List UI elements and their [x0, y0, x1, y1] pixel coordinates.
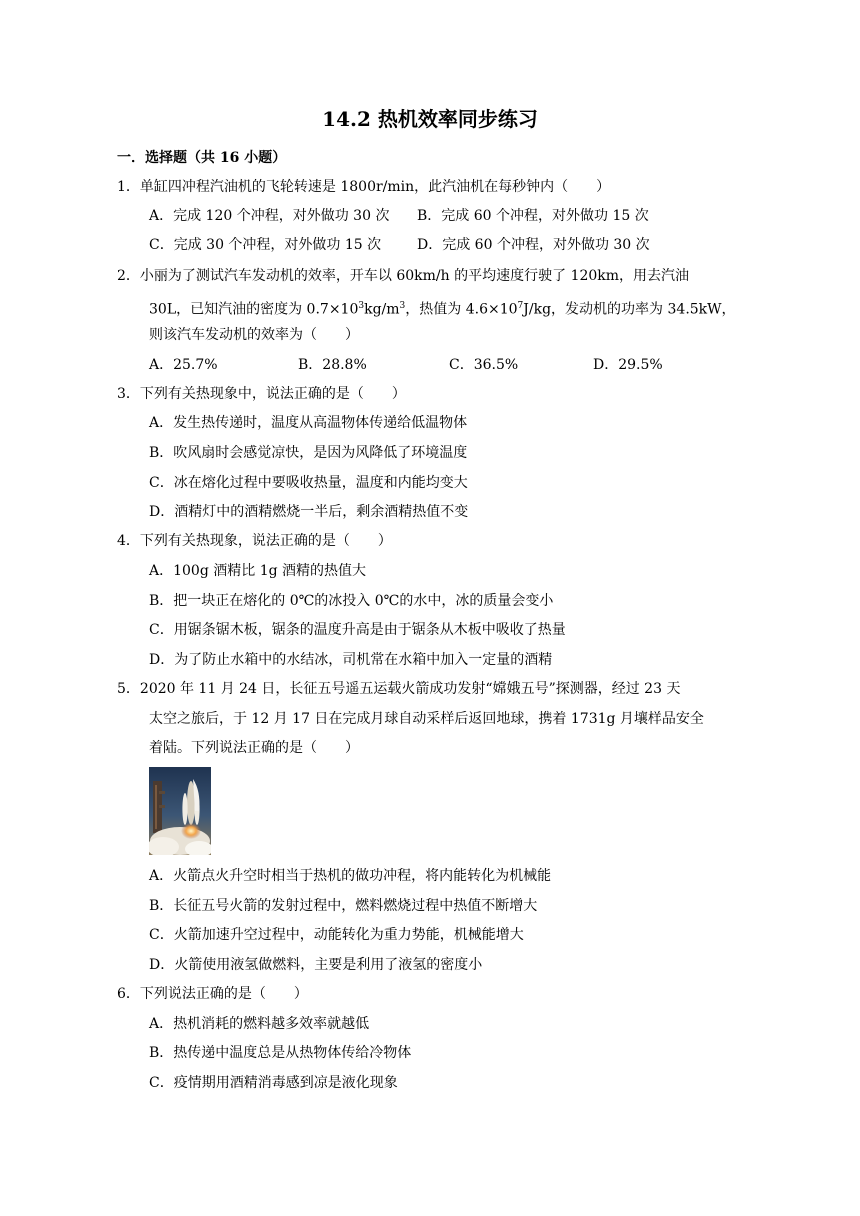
section-heading: 一．选择题（共 16 小题）	[117, 150, 287, 166]
question-2-line-2	[149, 296, 736, 320]
question-4-stem: 4．下列有关热现象，说法正确的是（ ）	[117, 533, 392, 549]
question-5-line-3: 着陆。下列说法正确的是（ ）	[149, 740, 359, 756]
question-2-option-a: A．25.7%	[149, 357, 218, 373]
question-2-text-a: 30L，已知汽油的密度为 0.7×10	[149, 301, 359, 318]
question-1-option-b: B．完成 60 个冲程，对外做功 15 次	[417, 208, 649, 224]
question-6-stem: 6．下列说法正确的是（ ）	[117, 986, 308, 1002]
question-4-option-a: A．100g 酒精比 1g 酒精的热值大	[149, 563, 367, 579]
page-title: 14.2 热机效率同步练习	[322, 107, 538, 131]
question-2-option-d: D．29.5%	[593, 357, 663, 373]
question-2-line-1: 2．小丽为了测试汽车发动机的效率，开车以 60km/h 的平均速度行驶了 120km，用去汽油	[117, 268, 690, 284]
question-4-option-d: D．为了防止水箱中的水结冰，司机常在水箱中加入一定量的酒精	[149, 652, 553, 668]
question-5-option-d: D．火箭使用液氢做燃料，主要是利用了液氢的密度小	[149, 957, 483, 973]
question-6-option-a: A．热机消耗的燃料越多效率就越低	[149, 1016, 370, 1032]
question-2-text-c: ，热值为 4.6×10	[405, 301, 518, 318]
question-4-option-c: C．用锯条锯木板，锯条的温度升高是由于锯条从木板中吸收了热量	[149, 622, 566, 638]
question-5-line-1: 5．2020 年 11 月 24 日，长征五号遥五运载火箭成功发射“嫦娥五号”探测器，经过 23 天	[117, 681, 681, 697]
question-1-option-c: C．完成 30 个冲程，对外做功 15 次	[149, 237, 382, 253]
question-2-text-b: kg/m	[364, 301, 400, 318]
question-1-stem: 1．单缸四冲程汽油机的飞轮转速是 1800r/min，此汽油机在每秒钟内（ ）	[117, 179, 611, 195]
question-5-option-c: C．火箭加速升空过程中，动能转化为重力势能，机械能增大	[149, 927, 524, 943]
rocket-launch-image	[149, 767, 211, 855]
question-3-option-a: A．发生热传递时，温度从高温物体传递给低温物体	[149, 415, 468, 431]
question-3-option-c: C．冰在熔化过程中要吸收热量，温度和内能均变大	[149, 475, 468, 491]
question-5-option-b: B．长征五号火箭的发射过程中，燃料燃烧过程中热值不断增大	[149, 898, 538, 914]
question-2-exponent-2: 3	[399, 301, 406, 311]
question-3-stem: 3．下列有关热现象中，说法正确的是（ ）	[117, 386, 406, 402]
question-3-option-d: D．酒精灯中的酒精燃烧一半后，剩余酒精热值不变	[149, 504, 469, 520]
question-2-line-3: 则该汽车发动机的效率为（ ）	[149, 327, 359, 343]
question-4-option-b: B．把一块正在熔化的 0℃的冰投入 0℃的水中，冰的质量会变小	[149, 593, 554, 609]
question-1-option-a: A．完成 120 个冲程，对外做功 30 次	[149, 208, 390, 224]
question-2-exponent-1: 3	[358, 301, 365, 311]
question-2-option-c: C．36.5%	[449, 357, 519, 373]
question-6-option-c: C．疫情期用酒精消毒感到凉是液化现象	[149, 1075, 398, 1091]
question-5-option-a: A．火箭点火升空时相当于热机的做功冲程，将内能转化为机械能	[149, 868, 552, 884]
question-2-option-b: B．28.8%	[298, 357, 367, 373]
question-2-text-d: J/kg，发动机的功率为 34.5kW，	[523, 301, 736, 318]
question-3-option-b: B．吹风扇时会感觉凉快，是因为风降低了环境温度	[149, 445, 468, 461]
question-6-option-b: B．热传递中温度总是从热物体传给冷物体	[149, 1045, 412, 1061]
question-1-option-d: D．完成 60 个冲程，对外做功 30 次	[417, 237, 650, 253]
question-2-exponent-3: 7	[517, 301, 524, 311]
question-5-line-2: 太空之旅后，于 12 月 17 日在完成月球自动采样后返回地球，携着 1731g 月壤样品安全	[149, 711, 704, 727]
